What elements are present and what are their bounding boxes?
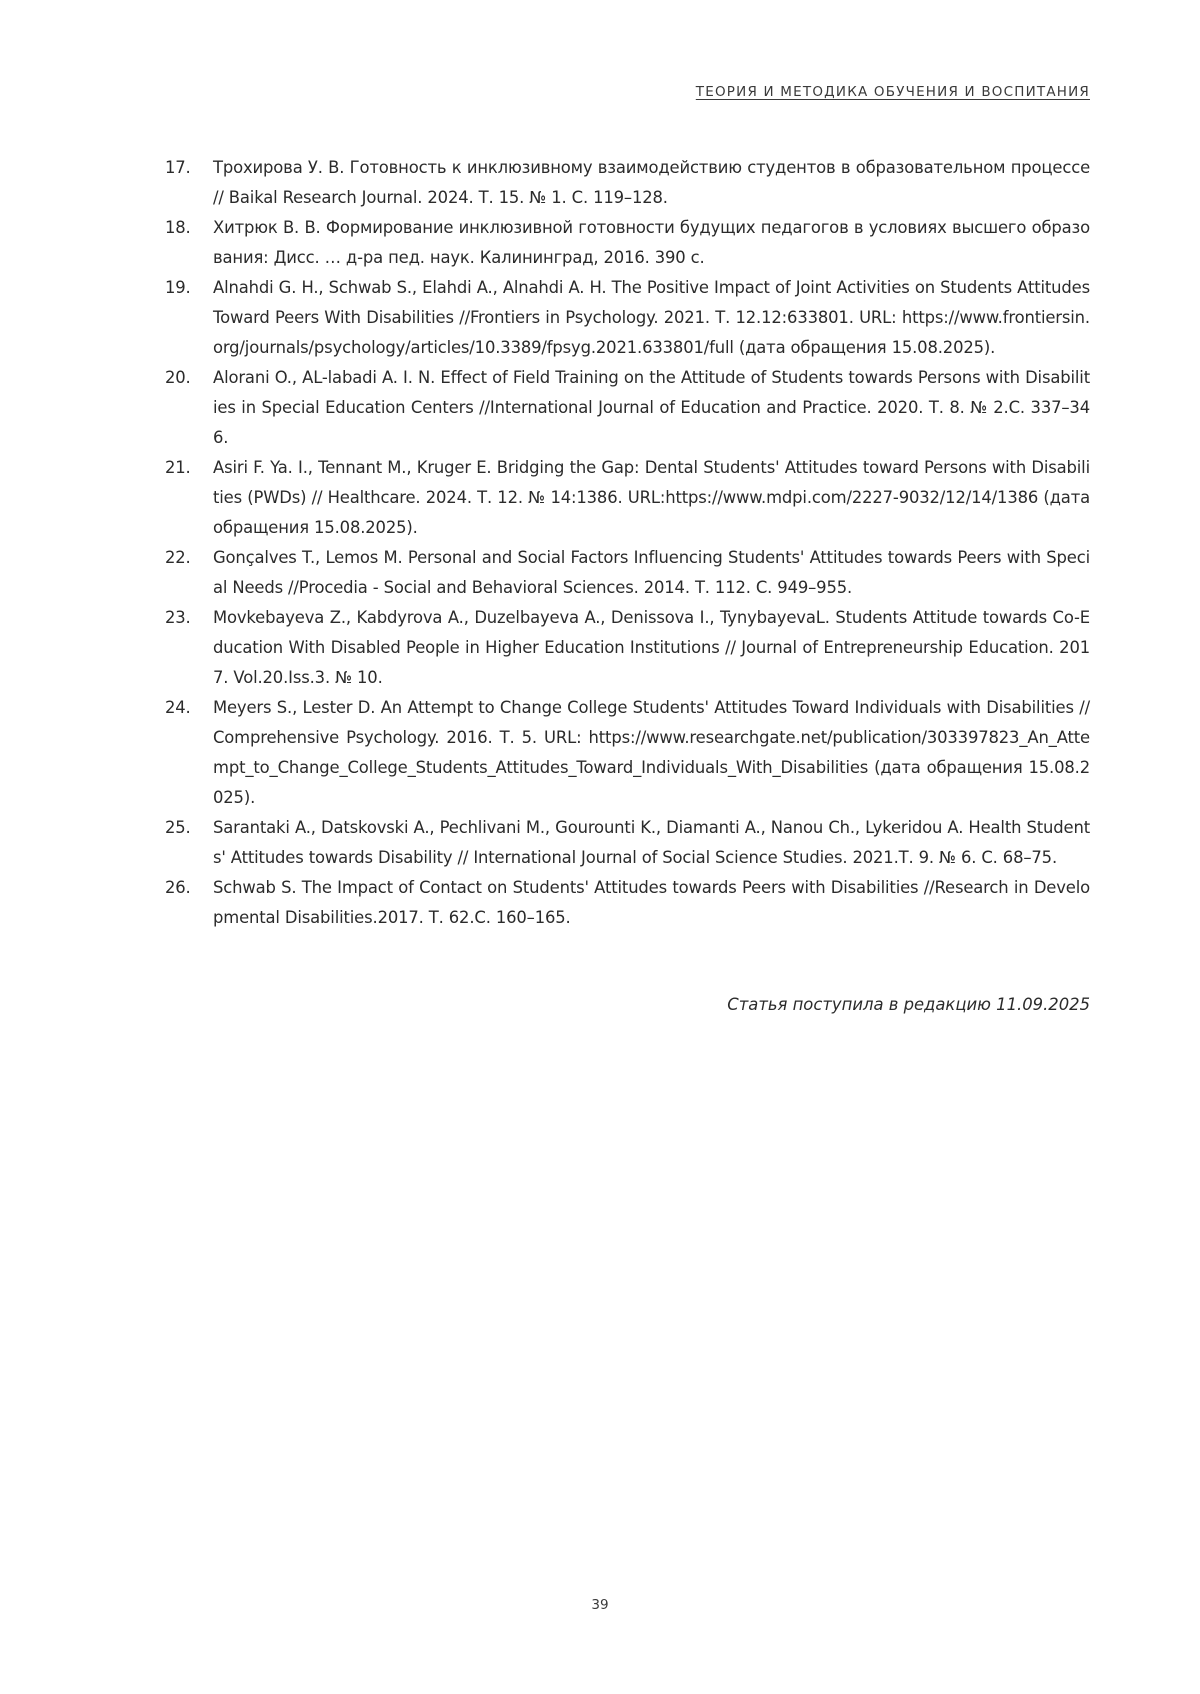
reference-text: Sarantaki A., Datskovski A., Pechlivani M., Gourounti K., Diamanti A., Nanou Ch., Lykeridou A. Health Students' Attitudes towards Disability // International Journal of Social Science Studies. 2021.Т. 9. № 6. С. 68–75. [213,818,1090,867]
reference-item [165,873,1090,933]
reference-text: Alorani O., AL-labadi A. I. N. Effect of Field Training on the Attitude of Students towards Persons with Disabilities in Special Education Centers //International Journal of Education and Practice. 2020. Т. 8. № 2.С. 337–346. [213,368,1090,447]
reference-text: Movkebayeva Z., Kabdyrova A., Duzelbayeva A., Denissova I., TynybayevaL. Students Attitude towards Co-Education With Disabled People in Higher Education Institutions // Journal of Entrepreneurship Education. 2017. Vol.20.Iss.3. № 10. [213,608,1090,687]
reference-item [165,453,1090,543]
reference-number: 24. [165,698,191,717]
received-date-note: Статья поступила в редакцию 11.09.2025 [727,995,1090,1014]
reference-text: Gonçalves T., Lemos M. Personal and Social Factors Influencing Students' Attitudes towards Peers with Special Needs //Procedia - Social and Behavioral Sciences. 2014. Т. 112. С. 949–955. [213,548,1090,597]
reference-number: 18. [165,218,191,237]
reference-number: 23. [165,608,191,627]
reference-item [165,813,1090,873]
reference-list [165,153,1090,933]
reference-number: 19. [165,278,191,297]
reference-item [165,363,1090,453]
reference-item [165,153,1090,213]
reference-number: 22. [165,548,191,567]
reference-text: Alnahdi G. H., Schwab S., Elahdi A., Alnahdi A. H. The Positive Impact of Joint Activities on Students Attitudes Toward Peers With Disabilities //Frontiers in Psychology. 2021. Т. 12.12:633801. URL: https://www.frontiersin.org/journals/psychology/articles/10.3389/fpsyg.2021.633801/full (дата обращения 15.08.2025). [213,278,1090,357]
page-number: 39 [591,1597,609,1613]
reference-number: 17. [165,158,191,177]
reference-item [165,273,1090,363]
reference-number: 26. [165,878,191,897]
reference-item [165,213,1090,273]
reference-number: 21. [165,458,191,477]
reference-number: 20. [165,368,191,387]
reference-text: Трохирова У. В. Готовность к инклюзивному взаимодействию студентов в образовательном процессе // Baikal Research Journal. 2024. Т. 15. № 1. С. 119–128. [213,158,1090,207]
reference-text: Meyers S., Lester D. An Attempt to Change College Students' Attitudes Toward Individuals with Disabilities // Comprehensive Psychology. 2016. Т. 5. URL: https://www.researchgate.net/publication/303397823_An_Attempt_to_Change_College_Students_Attitudes_Toward_Individuals_With_Disabilities (дата обращения 15.08.2025). [213,698,1090,807]
reference-number: 25. [165,818,191,837]
running-header: ТЕОРИЯ И МЕТОДИКА ОБУЧЕНИЯ И ВОСПИТАНИЯ [695,84,1090,100]
reference-text: Asiri F. Ya. I., Tennant M., Kruger E. Bridging the Gap: Dental Students' Attitudes toward Persons with Disabilities (PWDs) // Healthcare. 2024. Т. 12. № 14:1386. URL:https://www.mdpi.com/2227-9032/12/14/1386 (дата обращения 15.08.2025). [213,458,1090,537]
reference-item [165,603,1090,693]
reference-item [165,543,1090,603]
reference-text: Schwab S. The Impact of Contact on Students' Attitudes towards Peers with Disabilities //Research in Developmental Disabilities.2017. Т. 62.С. 160–165. [213,878,1090,927]
reference-text: Хитрюк В. В. Формирование инклюзивной готовности будущих педагогов в условиях высшего образования: Дисс. … д-ра пед. наук. Калининград, 2016. 390 с. [213,218,1090,267]
reference-item [165,693,1090,813]
